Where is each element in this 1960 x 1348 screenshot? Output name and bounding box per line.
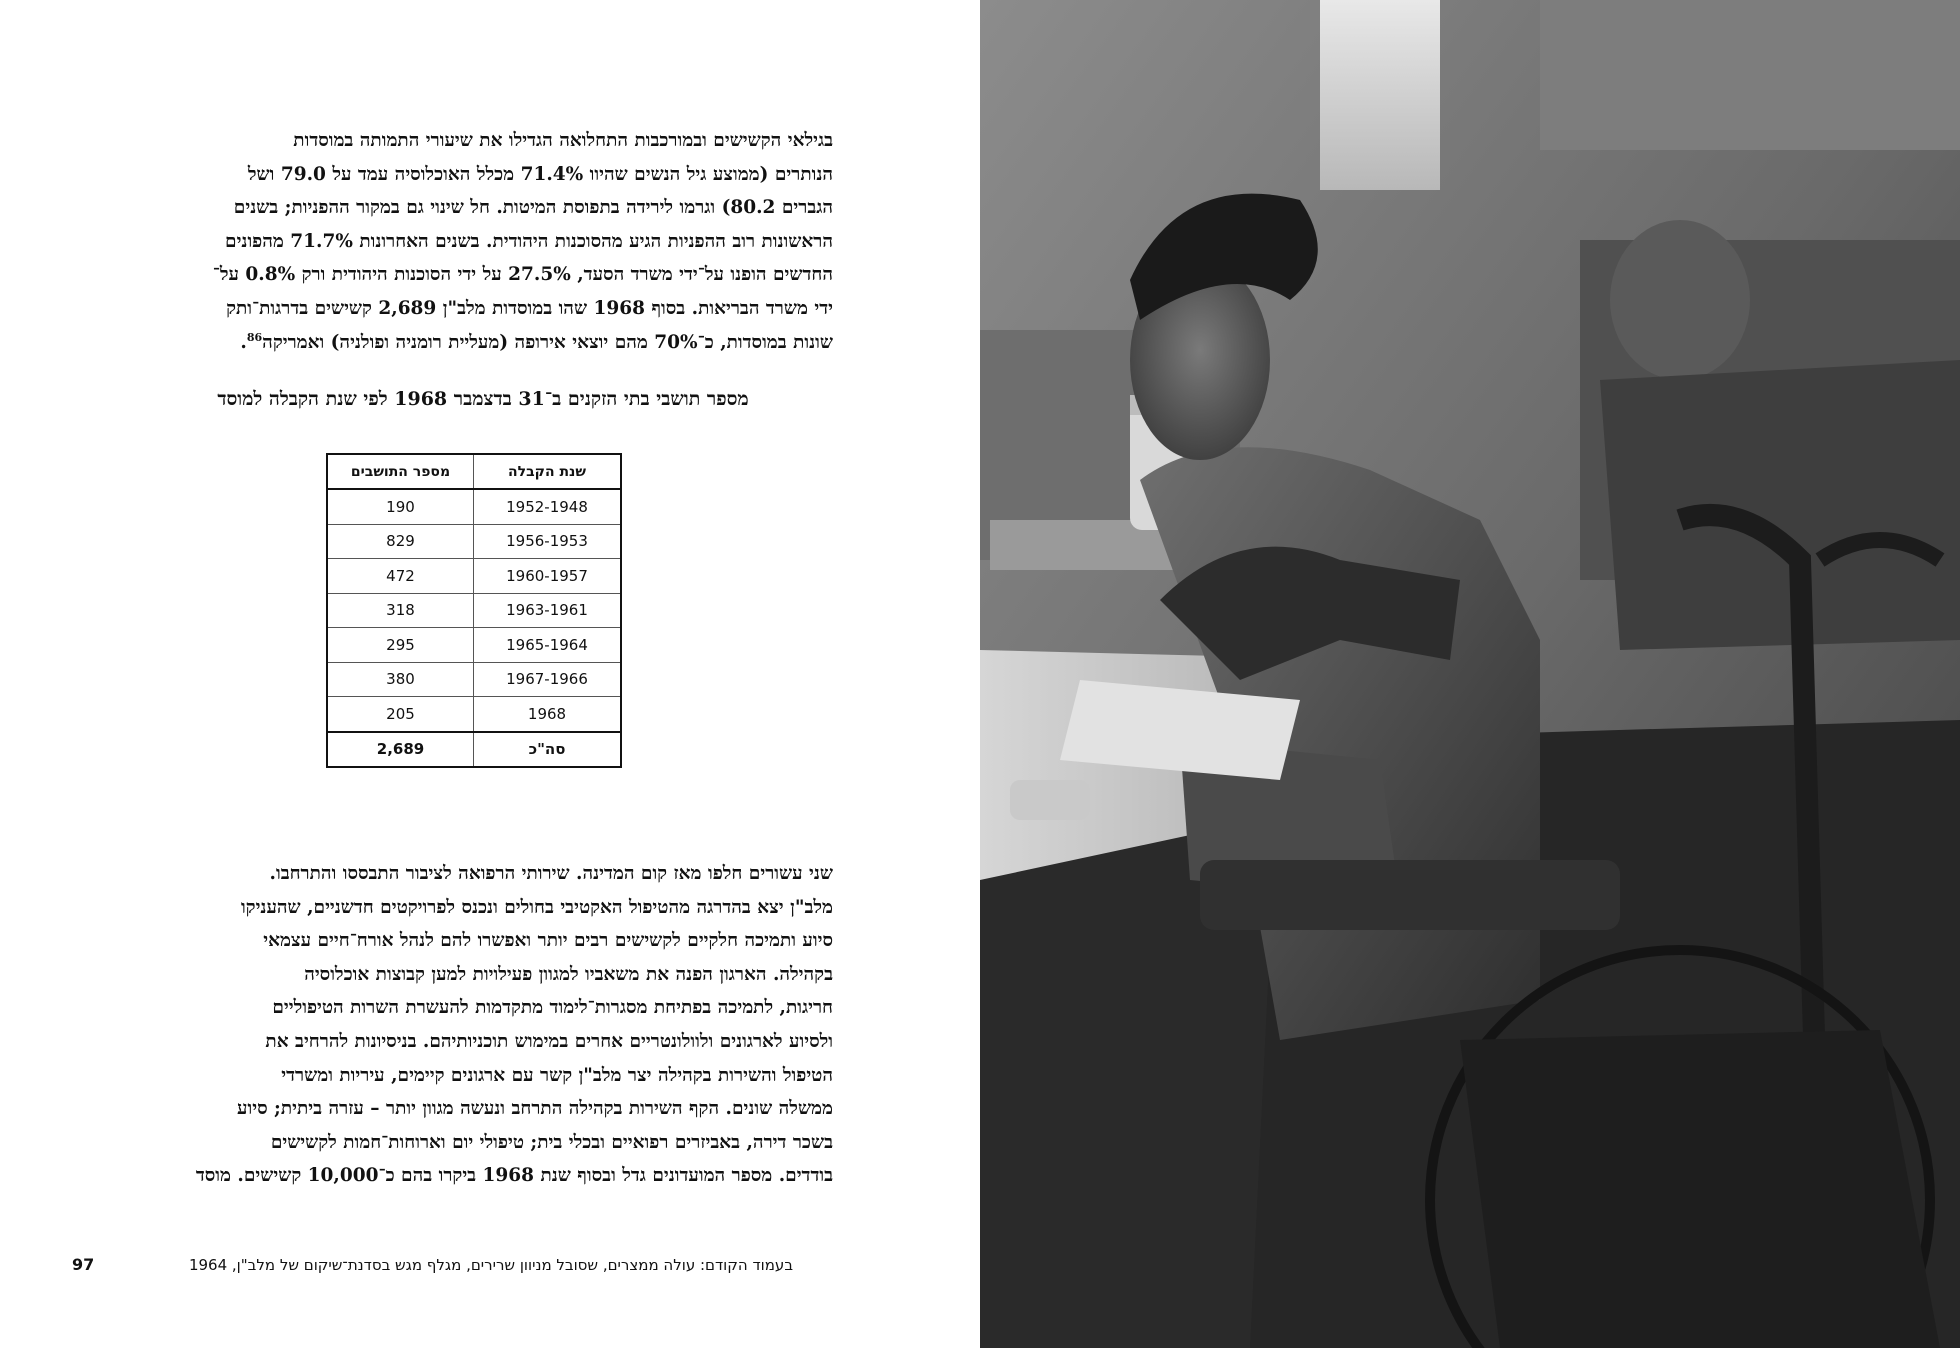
paragraph-line: סיוע ותמיכה חלקיים לקשישים רבים יותר ואפשרו להם לנהל אורח־חיים עצמאי: [263, 930, 833, 952]
body-paragraph-2: [133, 857, 833, 1193]
table-row: [327, 628, 621, 663]
table-title: מספר תושבי בתי הזקנים ב־31 בדצמבר 1968 לפי שנת הקבלה למוסד: [217, 388, 749, 410]
paragraph-line: חריגות, לתמיכה בפתיחת מסגרות־לימוד מתקדמות להעשרת השרות הטיפוליים: [272, 997, 833, 1019]
cell-residents: 829: [327, 524, 474, 559]
table-header-row: [327, 454, 621, 489]
paragraph-line: בשכר דירה, באביזרים רפואיים ובכלי בית; טיפולי יום וארוחות־חמות לקשישים: [270, 1131, 833, 1153]
paragraph-line: ממשלה שונים. הקף השירות בקהילה התרחב ונעשה מגוון יותר – עזרה ביתית; סיוע: [237, 1098, 833, 1120]
paragraph-line: הנותרים (ממוצע גיל הנשים שהיוו 71.4% מכלל האוכלוסיה עמד על 79.0 ושל: [247, 163, 833, 185]
paragraph-line: מלב"ן יצא בהדרגה מהטיפול האקטיבי בחולים ונכנס לפרויקטים חדשניים, שהעניקו: [240, 896, 833, 918]
cell-total-value: 2,689: [327, 732, 474, 768]
table-row: [327, 524, 621, 559]
cell-residents: 380: [327, 662, 474, 697]
paragraph-line: הראשונות רוב ההפניות הגיע מהסוכנות היהודית. בשנים האחרונות 71.7% מהפונים: [225, 230, 833, 252]
cell-total-label: סה"כ: [474, 732, 622, 768]
paragraph-line: שני עשורים חלפו מאז קום המדינה. שירותי הרפואה לציבור התבססו והתרחבו.: [269, 863, 833, 884]
photo-caption: בעמוד הקודם: עולה ממצרים, שסובל מניוון שרירים, מגלף מגש בסדנת־שיקום של מלב"ן, 1964: [188, 1256, 793, 1274]
residents-table: [326, 453, 622, 768]
cell-residents: 205: [327, 697, 474, 732]
body-paragraph-1: [133, 124, 833, 359]
cell-year: 1967-1966: [474, 662, 622, 697]
paragraph-line: ידי משרד הבריאות. בסוף 1968 שהו במוסדות מלב"ן 2,689 קשישים בדרגות־ותק: [226, 297, 833, 319]
paragraph-line: ולסיוע לארגונים ולוולונטריים אחרים במימוש תוכניותיהם. בניסיונות להרחיב את: [265, 1030, 833, 1052]
table-row: [327, 489, 621, 524]
photograph: [980, 0, 1960, 1348]
paragraph-line: החדשים הופנו על־ידי משרד הסעד, 27.5% על ידי הסוכנות היהודית ורק 0.8% על־: [212, 264, 833, 286]
paragraph-line: בקהילה. הארגון הפנה את משאביו למגוון פעילויות למען קבוצות אוכלוסיה: [304, 963, 833, 985]
cell-year: 1968: [474, 697, 622, 732]
page-number: 97: [72, 1255, 95, 1274]
paragraph-line: בודדים. מספר המועדונים גדל ובסוף שנת 1968 ביקרו בהם כ־10,000 קשישים. מוסד: [195, 1165, 833, 1187]
paragraph-line-last: שונות במוסדות, כ־70% מהם יוצאי אירופה (מעליית רומניה ופולניה) ואמריקה$^{86}$.: [240, 330, 833, 353]
cell-residents: 318: [327, 593, 474, 628]
paragraph-line: בגילאי הקשישים ובמורכבות התחלואה הגדילו את שיעורי התמותה במוסדות: [293, 130, 833, 151]
header-residents-count: מספר התושבים: [327, 454, 474, 489]
cell-residents: 295: [327, 628, 474, 663]
table-row: [327, 662, 621, 697]
cell-year: 1960-1957: [474, 559, 622, 594]
cell-year: 1956-1953: [474, 524, 622, 559]
cell-residents: 190: [327, 489, 474, 524]
table-total-row: [327, 732, 621, 768]
cell-year: 1965-1964: [474, 628, 622, 663]
cell-year: 1952-1948: [474, 489, 622, 524]
header-admission-year: שנת הקבלה: [474, 454, 622, 489]
paragraph-line: הגברים 80.2) וגרמו לירידה בתפוסת המיטות. חל שינוי גם במקור ההפניות; בשנים: [233, 197, 833, 219]
table-row: [327, 559, 621, 594]
paragraph-line-text: שונות במוסדות, כ־70% מהם יוצאי אירופה (מעליית רומניה ופולניה) ואמריקה: [262, 331, 833, 353]
paragraph-line: הטיפול והשירות בקהילה יצר מלב"ן קשר עם ארגונים קיימים, עיריות ומשרדי: [281, 1064, 833, 1086]
photograph-man-in-wheelchair-carving-wood-icon: [980, 0, 1960, 1348]
cell-residents: 472: [327, 559, 474, 594]
table-row: [327, 697, 621, 732]
footnote-marker: 86: [246, 330, 263, 344]
cell-year: 1963-1961: [474, 593, 622, 628]
table-row: [327, 593, 621, 628]
